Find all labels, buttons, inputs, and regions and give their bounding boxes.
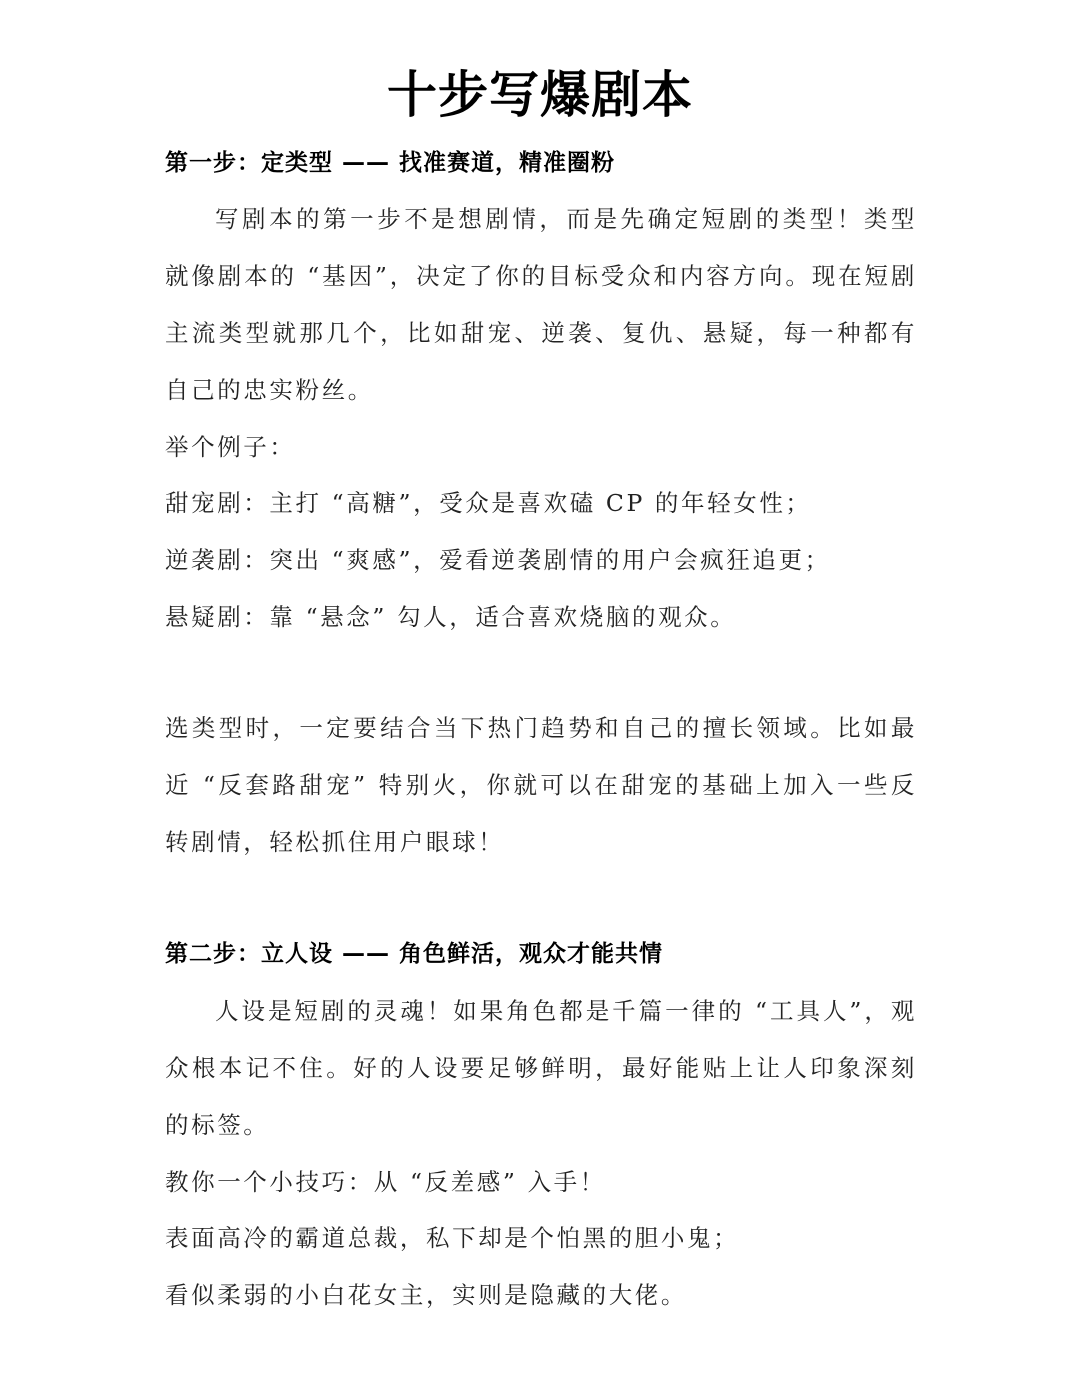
- section-2-intro-paragraph: 人设是短剧的灵魂！如果角色都是千篇一律的 “工具人”，观众根本记不住。好的人设要足够鲜明，最好能贴上让人印象深刻的标签。: [165, 997, 917, 1139]
- document-title: 十步写爆剧本: [387, 66, 693, 124]
- section-1-example-item: 逆袭剧：突出 “爽感”，爱看逆袭剧情的用户会疯狂追更；: [165, 546, 831, 574]
- section-heading-step-2: 第二步：立人设 —— 角色鲜活，观众才能共情: [165, 941, 664, 967]
- section-2-example-item: 表面高冷的霸道总裁，私下却是个怕黑的胆小鬼；: [165, 1224, 740, 1252]
- section-heading-step-1: 第一步：定类型 —— 找准赛道，精准圈粉: [165, 150, 616, 176]
- section-1-example-item: 甜宠剧：主打 “高糖”，受众是喜欢磕 CP 的年轻女性；: [165, 489, 812, 517]
- section-1-example-label: 举个例子：: [165, 433, 296, 461]
- section-1-example-item: 悬疑剧：靠 “悬念” 勾人，适合喜欢烧脑的观众。: [165, 603, 737, 631]
- section-1-closing-paragraph: 选类型时，一定要结合当下热门趋势和自己的擅长领域。比如最近 “反套路甜宠” 特别火，你就可以在甜宠的基础上加入一些反转剧情，轻松抓住用户眼球！: [165, 714, 917, 856]
- section-2-tip: 教你一个小技巧：从 “反差感” 入手！: [165, 1168, 606, 1196]
- section-1-intro-paragraph: 写剧本的第一步不是想剧情，而是先确定短剧的类型！类型就像剧本的 “基因”，决定了你的目标受众和内容方向。现在短剧主流类型就那几个，比如甜宠、逆袭、复仇、悬疑，每一种都有自己的忠实粉丝。: [165, 205, 917, 404]
- section-2-example-item: 看似柔弱的小白花女主，实则是隐藏的大佬。: [165, 1281, 687, 1309]
